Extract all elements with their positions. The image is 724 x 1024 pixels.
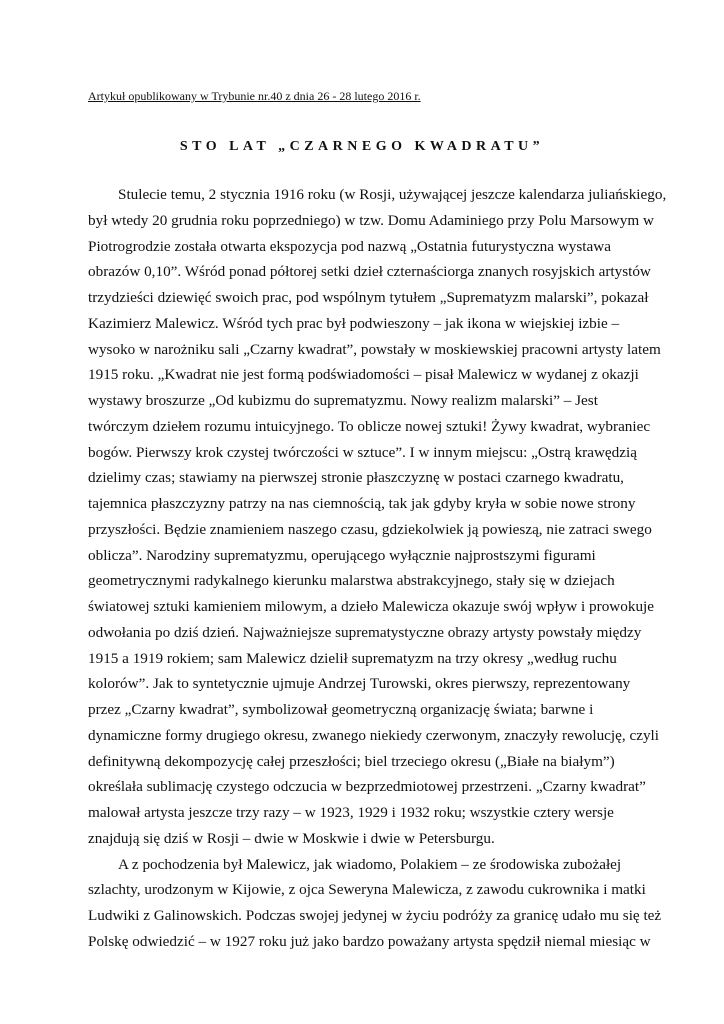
text-line: wystawy broszurze „Od kubizmu do suprematyzmu. Nowy realizm malarski” – Jest: [88, 392, 598, 409]
text-line: twórczym dziełem rozumu intuicyjnego. To oblicze nowej sztuki! Żywy kwadrat, wybraniec: [88, 417, 651, 435]
text-line: obrazów 0,10”. Wśród ponad półtorej setki dzieł czternaściorga znanych rosyjskich artystów: [88, 263, 651, 281]
text-line: A z pochodzenia był Malewicz, jak wiadomo, Polakiem – ze środowiska zubożałej: [118, 855, 622, 873]
text-line: trzydzieści dziewięć swoich prac, pod wspólnym tytułem „Suprematyzm malarski”, pokazał: [88, 289, 649, 306]
text-line: przez „Czarny kwadrat”, symbolizował geometryczną organizację świata; barwne i: [88, 701, 594, 718]
text-line: przyszłości. Będzie znamieniem naszego czasu, gdziekolwiek ją powieszą, nie zatraci swego: [88, 520, 652, 538]
text-line: światowej sztuki kamieniem milowym, a dzieło Malewicza okazuje swój wpływ i prowokuje: [88, 598, 655, 615]
text-line: wysoko w narożniku sali „Czarny kwadrat”, powstały w moskiewskiej pracowni artysty latem: [88, 340, 661, 358]
paragraph-2: [88, 852, 662, 955]
paragraph-1: [88, 182, 667, 852]
article-body: [88, 182, 667, 955]
text-line: Kazimierz Malewicz. Wśród tych prac był podwieszony – jak ikona w wiejskiej izbie –: [88, 314, 620, 332]
text-line: Ludwiki z Galinowskich. Podczas swojej jedynej w życiu podróży za granicę udało mu się też: [88, 907, 662, 924]
text-line: tajemnica płaszczyzny patrzy na nas ciemnością, tak jak gdyby kryła w sobie nowe strony: [88, 495, 636, 512]
text-line: 1915 roku. „Kwadrat nie jest formą podświadomości – pisał Malewicz w wydanej z okazji: [88, 366, 639, 384]
text-line: Piotrogrodzie została otwarta ekspozycja pod nazwą „Ostatnia futurystyczna wystawa: [88, 237, 611, 255]
text-line: dynamiczne formy drugiego okresu, zwanego niekiedy czerwonym, znaczyły rewolucję, czyli: [88, 726, 659, 744]
text-line: dzielimy czas; stawiamy na pierwszej stronie płaszczyznę w postaci czarnego kwadratu,: [88, 469, 624, 487]
text-line: kolorów”. Jak to syntetycznie ujmuje Andrzej Turowski, okres pierwszy, reprezentowany: [88, 675, 631, 693]
text-line: 1915 a 1919 rokiem; sam Malewicz dzielił suprematyzm na trzy okresy „według ruchu: [88, 649, 617, 667]
text-line: Polskę odwiedzić – w 1927 roku już jako bardzo poważany artysta spędził niemal miesiąc w: [88, 932, 651, 950]
document-page: [88, 88, 667, 955]
text-line: odwołania po dziś dzień. Najważniejsze suprematystyczne obrazy artysty powstały między: [88, 623, 642, 641]
text-line: oblicza”. Narodziny suprematyzmu, operującego wyłącznie najprostszymi figurami: [88, 546, 596, 564]
article-title: STO LAT „CZARNEGO KWADRATU”: [179, 139, 545, 154]
text-line: bogów. Pierwszy krok czystej twórczości w sztuce”. I w innym miejscu: „Ostrą krawędzią: [88, 443, 637, 461]
text-line: był wtedy 20 grudnia roku poprzedniego) w tzw. Domu Adaminiego przy Polu Marsowym w: [88, 211, 654, 229]
text-line: szlachty, urodzonym w Kijowie, z ojca Seweryna Malewicza, z zawodu cukrownika i matki: [88, 881, 646, 899]
text-line: malował artysta jeszcze trzy razy – w 1923, 1929 i 1932 roku; wszystkie cztery wersje: [88, 804, 614, 821]
text-line: znajdują się dziś w Rosji – dwie w Moskwie i dwie w Petersburgu.: [88, 829, 495, 847]
publication-note: Artykuł opublikowany w Trybunie nr.40 z dnia 26 - 28 lutego 2016 r.: [88, 89, 421, 103]
text-line: definitywną dekompozycję całej przeszłości; biel trzeciego okresu („Białe na białym”): [88, 752, 615, 770]
text-line: określała sublimację czystego odczucia w bezprzedmiotowej przestrzeni. „Czarny kwadrat”: [88, 778, 646, 796]
text-line: geometrycznymi radykalnego kierunku malarstwa abstrakcyjnego, stały się w dziejach: [88, 572, 615, 590]
text-line: Stulecie temu, 2 stycznia 1916 roku (w Rosji, używającej jeszcze kalendarza juliańskiego,: [118, 186, 667, 203]
